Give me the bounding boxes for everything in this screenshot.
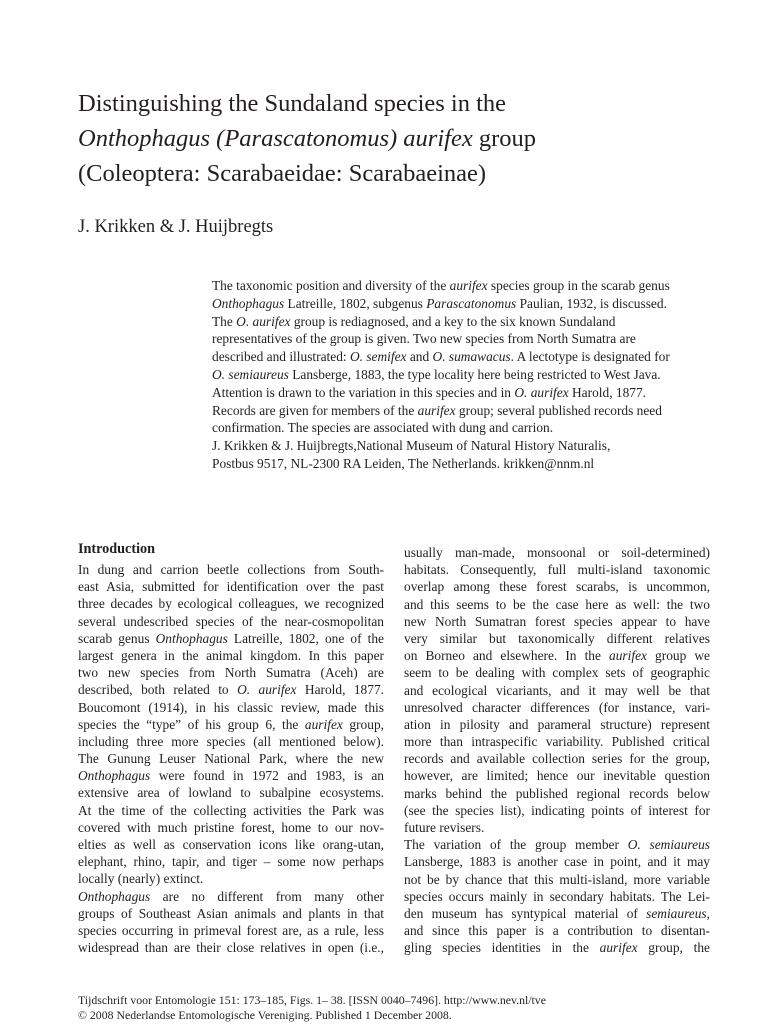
abstract-line [212,313,707,331]
body-italic: Onthophagus [78,888,151,904]
body-text: den museum has syntypical material of [404,905,647,921]
abstract-text: Records are given for members of the [212,402,418,418]
body-line: extensive area of lowland to subalpine ecosystems. [78,785,384,801]
body-text: group, [342,716,384,732]
abstract-line [212,348,707,366]
abstract-text: Lansberge, 1883, the type locality here being restricted to West Java. [288,366,661,382]
body-text: on Borneo and elsewhere. In the [404,648,610,664]
abstract-italic: O. semifex [349,349,407,365]
title-line-1: Distinguishing the Sundaland species in the [78,90,507,117]
body-line: overlap among these forest scarabs, is uncommon, [404,579,710,595]
abstract-italic: Parascatonomus [426,295,517,311]
body-line [404,836,710,853]
body-line: three decades by ecological colleagues, we recognized [78,596,384,612]
body-line: At the time of the collecting activities the Park was [78,802,384,818]
body-line: usually man-made, monsoonal or soil-determined) [404,545,710,560]
body-line: locally (nearly) extinct. [78,871,204,887]
title-line-3: (Coleoptera: Scarabaeidae: Scarabaeinae) [78,160,487,187]
paper-title [78,86,718,191]
body-text: group we [646,648,710,664]
abstract-line [212,277,707,295]
abstract-text: described and illustrated: [212,349,350,365]
body-line: future revisers. [404,820,485,835]
copyright-line: © 2008 Nederlandse Entomologische Vereniging. Published 1 December 2008. [78,1008,452,1022]
abstract-italic: aurifex [417,402,456,418]
body-text: are no different from many other [150,888,384,904]
abstract-line [212,402,707,420]
abstract-line [212,295,707,313]
body-line [404,905,710,922]
body-line: habitats. Consequently, full multi-island taxonomic [404,562,710,578]
abstract-text: Harold, 1877. [568,384,647,400]
section-heading-introduction: Introduction [78,541,155,557]
body-line: elties as well as conservation icons like orang-utan, [78,837,384,852]
body-line: covered with much pristine forest, home to our nov- [78,819,384,835]
body-line: widespread than are their close relatives in open (i.e., [78,940,384,956]
body-text: described, both related to [78,682,238,698]
abstract-italic: O. sumawacus [432,349,511,365]
body-line: however, are limited; hence our inevitable question [404,768,710,784]
abstract-text: Paulian, 1932, is discussed. [516,295,667,311]
right-column [404,544,710,957]
body-line: not be by chance that this multi-island, more variable [404,871,710,887]
body-line: species occurring in primeval forest are, as a rule, less [78,922,384,938]
abstract-text: and [406,349,433,365]
body-line: seem to be dealing with complex sets of geographic [404,665,710,681]
body-line: several undescribed species of the near-cosmopolitan [78,613,384,629]
body-line: Lansberge, 1883 is another case in point, and it may [404,854,710,870]
body-text: The variation of the group member [404,837,628,853]
body-italic: aurifex [599,940,638,956]
body-line: very similar but taxonomically different relatives [404,630,710,646]
body-line: more than intraspecific variability. Published critical [404,734,710,750]
body-italic: aurifex [609,648,647,664]
body-line: east Asia, submitted for identification over the past [78,579,384,595]
body-line: species occurs mainly in secondary habitats. The Lei- [404,888,710,904]
body-italic: O. aurifex [237,682,297,698]
abstract-text: Latreille, 1802, subgenus [284,295,427,311]
abstract-italic: Onthophagus [212,295,285,311]
abstract-text: group is rediagnosed, and a key to the six known Sundaland [290,313,616,329]
title-line-2 [78,121,718,156]
journal-footer [78,993,546,1023]
body-line: elephant, rhino, tapir, and tiger – some now perhaps [78,854,384,870]
body-line: (see the species list), indicating points of interest for [404,802,710,818]
body-line [404,647,710,664]
body-line: and ecological vicariants, and it may well be that [404,682,710,698]
body-line [78,716,384,733]
body-line [78,767,384,784]
abstract-italic: aurifex [449,278,488,293]
abstract-line [212,366,707,384]
body-text: scarab genus [78,630,156,646]
author-address: Postbus 9517, NL-2300 RA Leiden, The Netherlands. krikken@nnm.nl [212,455,595,471]
abstract-text: species group in the scarab genus [487,278,670,293]
body-line: unresolved character differences (for instance, vari- [404,699,710,715]
citation-line: Tijdschrift voor Entomologie 151: 173–185, Figs. 1– 38. [ISSN 0040–7496]. http://www.nev.nl/tve [78,993,546,1007]
body-line: and since this paper is a contribution to disentan- [404,923,710,939]
title-line-2-rest: group [472,125,536,152]
body-line: two new species from North Sumatra (Aceh) are [78,665,384,681]
body-line: new North Sumatran forest species appear to have [404,613,710,629]
title-taxon-italic: Onthophagus (Parascatonomus) aurifex [78,125,473,152]
body-italic: O. semiaureus [627,837,710,853]
abstract-text: group; several published records need [455,402,662,418]
body-line: In dung and carrion beetle collections from South- [78,562,384,577]
abstract-italic: O. semiaureus [212,366,289,382]
abstract-text: The taxonomic position and diversity of the [212,278,450,293]
abstract-line: representatives of the group is given. Two new species from North Sumatra are [212,331,636,347]
body-text: Latreille, 1802, one of the [227,630,384,646]
body-italic: Onthophagus [155,630,228,646]
abstract [212,277,707,473]
body-text: group, the [637,940,710,956]
body-line: ation in pilosity and parameral structure) represent [404,716,710,732]
body-text: Harold, 1877. [296,682,384,698]
author-affiliation: J. Krikken & J. Huijbregts,National Museum of Natural History Naturalis, [212,438,611,454]
body-text: were found in 1972 and 1983, is an [150,768,384,784]
body-line: The Gunung Leuser National Park, where the new [78,751,384,767]
body-line: and this seems to be the case here as well: the two [404,596,710,612]
body-line: Boucomont (1914), in his classic review, made this [78,699,384,715]
abstract-italic: O. aurifex [514,384,569,400]
body-line: marks behind the published regional records below [404,785,710,801]
body-line [404,939,710,956]
abstract-line: confirmation. The species are associated with dung and carrion. [212,420,554,436]
left-column [78,541,384,956]
abstract-text: . A lectotype is designated for [510,349,670,365]
body-italic: Onthophagus [78,768,151,784]
abstract-italic: O. aurifex [236,313,291,329]
abstract-text: The [212,313,237,329]
body-italic: semiaureus [646,905,707,921]
body-text: species the “type” of his group 6, the [78,716,305,732]
body-line: records and available collection series for the group, [404,751,710,767]
abstract-line [212,384,707,402]
body-text: gling species identities in the [404,940,600,956]
body-text: , [706,905,710,921]
authors: J. Krikken & J. Huijbregts [78,217,274,237]
body-italic: aurifex [304,716,343,732]
body-line [78,888,384,905]
body-line: groups of Southeast Asian animals and plants in that [78,905,384,921]
body-line [78,630,384,647]
body-line: including three more species (all mentioned below). [78,733,384,749]
body-line [78,681,384,698]
body-line: largest genera in the animal kingdom. In this paper [78,647,384,663]
abstract-text: Attention is drawn to the variation in this species and in [212,384,515,400]
